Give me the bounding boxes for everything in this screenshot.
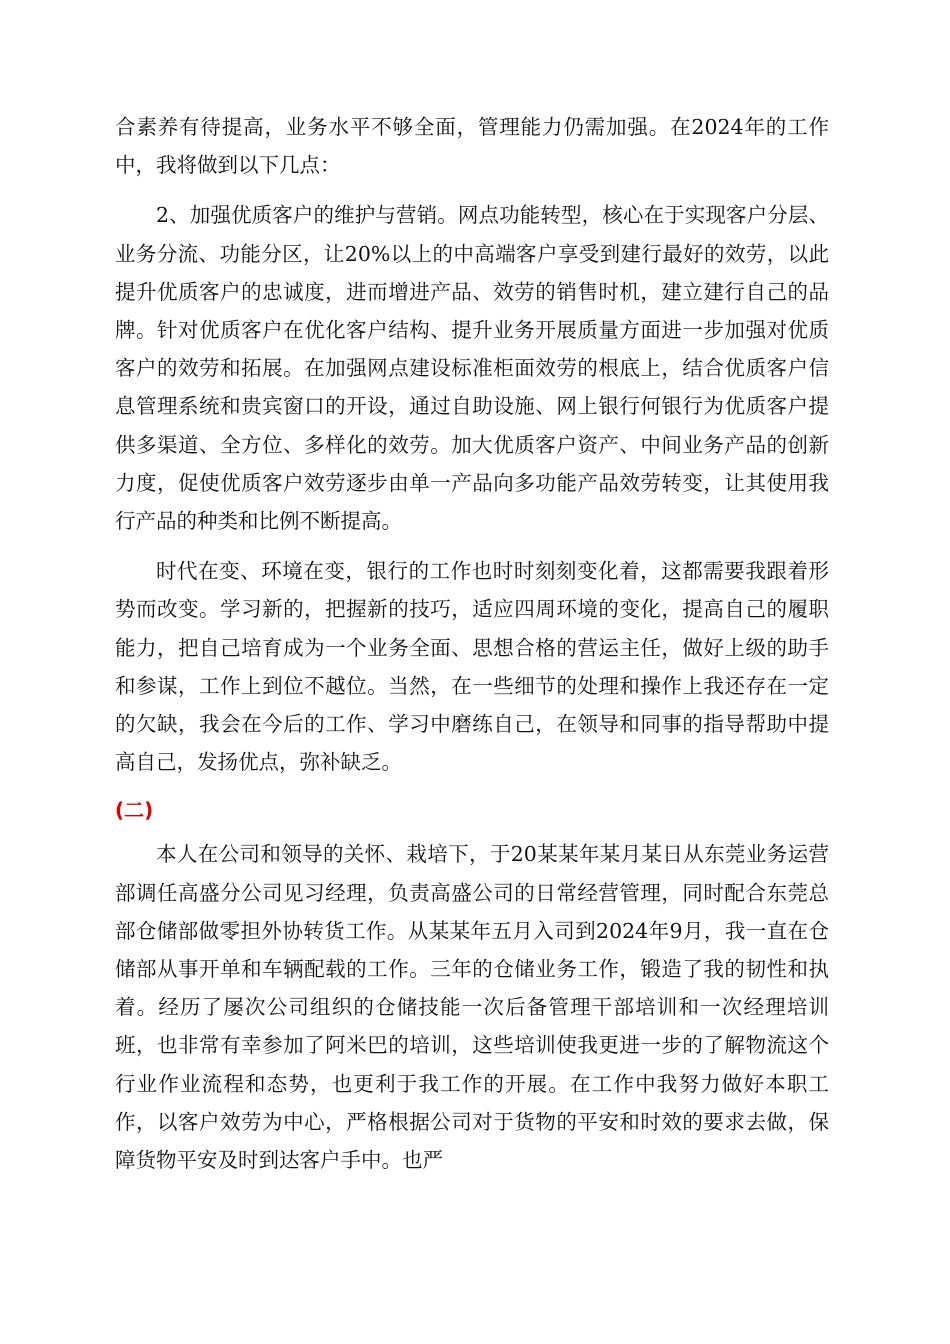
paragraph-continuation: 合素养有待提高，业务水平不够全面，管理能力仍需加强。在2024年的工作中，我将做到以下几点：	[115, 115, 829, 178]
section-heading: (二)	[115, 798, 154, 823]
document-body	[115, 108, 829, 1179]
paragraph-customer-marketing: 2、加强优质客户的维护与营销。网点功能转型，核心在于实现客户分层、业务分流、功能分区，让20%以上的中高端客户享受到建行最好的效劳，以此提升优质客户的忠诚度，进而增进产品、效劳的销售时机，建立建行自己的品牌。针对优质客户在优化客户结构、提升业务开展质量方面进一步加强对优质客户的效劳和拓展。在加强网点建设标准柜面效劳的根底上，结合优质客户信息管理系统和贵宾窗口的开设，通过自助设施、网上银行何银行为优质客户提供多渠道、全方位、多样化的效劳。加大优质客户资产、中间业务产品的创新力度，促使优质客户效劳逐步由单一产品向多功能产品效劳转变，让其使用我行产品的种类和比例不断提高。	[115, 203, 829, 534]
paragraph-self-improvement: 时代在变、环境在变，银行的工作也时时刻刻变化着，这都需要我跟着形势而改变。学习新的，把握新的技巧，适应四周环境的变化，提高自己的履职能力，把自己培育成为一个业务全面、思想合格的营运主任，做好上级的助手和参谋，工作上到位不越位。当然，在一些细节的处理和操作上我还存在一定的欠缺，我会在今后的工作、学习中磨练自己，在领导和同事的指导帮助中提高自己，发扬优点，弥补缺乏。	[115, 559, 829, 775]
paragraph-work-summary: 本人在公司和领导的关怀、栽培下，于20某某年某月某日从东莞业务运营部调任高盛分公司见习经理，负责高盛公司的日常经营管理，同时配合东莞总部仓储部做零担外协转货工作。从某某年五月入司到2024年9月，我一直在仓储部从事开单和车辆配载的工作。三年的仓储业务工作，锻造了我的韧性和执着。经历了屡次公司组织的仓储技能一次后备管理干部培训和一次经理培训班，也非常有幸参加了阿米巴的培训，这些培训使我更进一步的了解物流这个行业作业流程和态势，也更利于我工作的开展。在工作中我努力做好本职工作，以客户效劳为中心，严格根据公司对于货物的平安和时效的要求去做，保障货物平安及时到达客户手中。也严	[115, 842, 829, 1173]
